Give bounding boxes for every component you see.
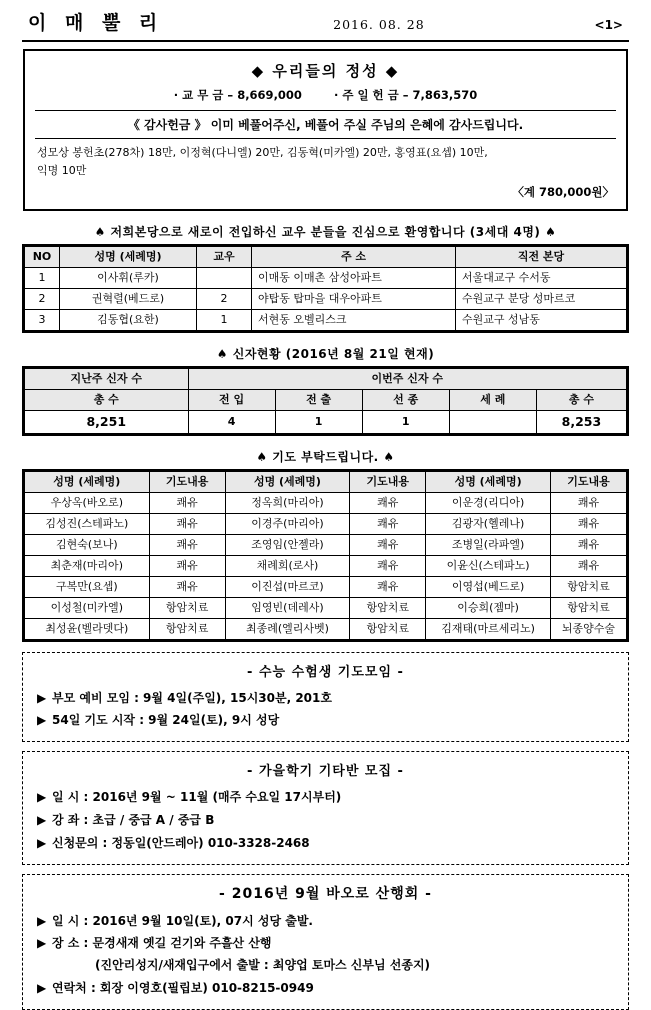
stats-sub-death: 선 종 xyxy=(362,389,449,410)
cell-intention: 쾌유 xyxy=(350,576,426,597)
cell-name: 이운경(리디아) xyxy=(426,492,551,513)
cell-address: 이매동 이매촌 삼성아파트 xyxy=(252,268,456,289)
col-no: NO xyxy=(25,247,60,268)
stats-value-baptism xyxy=(449,410,536,433)
cell-intention: 쾌유 xyxy=(550,555,626,576)
col-intention-1: 기도내용 xyxy=(149,472,225,493)
triangle-bullet-icon: ▶ xyxy=(37,835,47,850)
cell-parish: 수원교구 분당 성마르코 xyxy=(456,289,627,310)
col-name-2: 성명 (세례명) xyxy=(225,472,350,493)
new-members-heading: ♠ 저희본당으로 새로이 전입하신 교우 분들을 진심으로 환영합니다 (3세대 4명) ♠ xyxy=(94,225,557,240)
notice-item xyxy=(37,932,614,955)
cell-intention: 쾌유 xyxy=(149,513,225,534)
table-row xyxy=(25,576,627,597)
bulletin-date: 2016. 08. 28 xyxy=(333,17,425,32)
notice-hiking-club xyxy=(22,874,629,1010)
cell-name: 구복만(요셉) xyxy=(25,576,150,597)
stats-value-total: 8,253 xyxy=(536,410,626,433)
cell-intention: 쾌유 xyxy=(350,555,426,576)
col-intention-3: 기도내용 xyxy=(550,472,626,493)
notice-item xyxy=(37,786,614,809)
notice-item xyxy=(37,977,614,1000)
cell-gyowoo xyxy=(197,268,252,289)
cell-name: 권혁렬(베드로) xyxy=(60,289,197,310)
table-subheader-row xyxy=(25,389,627,410)
offering-amounts xyxy=(35,87,616,110)
cell-intention: 항암치료 xyxy=(149,597,225,618)
cell-intention: 항암치료 xyxy=(550,576,626,597)
cell-name: 최종례(엘리사벳) xyxy=(225,618,350,639)
col-name-3: 성명 (세례명) xyxy=(426,472,551,493)
table-row xyxy=(25,289,627,310)
table-row xyxy=(25,492,627,513)
triangle-bullet-icon: ▶ xyxy=(37,690,47,705)
notice-title: - 2016년 9월 바오로 산행회 - xyxy=(219,885,432,902)
offering-amount-1 xyxy=(174,87,302,103)
notice-item xyxy=(37,687,614,710)
offering-amount-1-value: 8,669,000 xyxy=(237,88,302,102)
prayer-table xyxy=(24,471,627,640)
offering-thanks-text: 《 감사헌금 》 이미 베풀어주신, 베풀어 주실 주님의 은혜에 감사드립니다. xyxy=(35,110,616,139)
table-row xyxy=(25,310,627,331)
col-name-1: 성명 (세례명) xyxy=(25,472,150,493)
table-header-row xyxy=(25,369,627,390)
table-row xyxy=(25,534,627,555)
offering-donor-line-1: 성모상 봉헌초(278차) 18만, 이정혁(다니엘) 20만, 김동혁(미카엘) 20만, 홍영표(요셉) 10만, xyxy=(37,146,488,159)
cell-intention: 항암치료 xyxy=(350,597,426,618)
stats-left-value: 8,251 xyxy=(25,410,189,433)
table-header-row xyxy=(25,247,627,268)
cell-intention: 쾌유 xyxy=(149,534,225,555)
cell-address: 야탑동 탑마을 대우아파트 xyxy=(252,289,456,310)
table-row xyxy=(25,268,627,289)
col-name: 성명 (세례명) xyxy=(60,247,197,268)
cell-intention: 쾌유 xyxy=(350,534,426,555)
notice-guitar-class xyxy=(22,751,629,864)
notice-item-text: 일 시 : 2016년 9월 10일(토), 07시 성당 출발. xyxy=(52,913,313,928)
table-row xyxy=(25,597,627,618)
cell-intention: 항암치료 xyxy=(350,618,426,639)
stats-value-death: 1 xyxy=(362,410,449,433)
offering-section xyxy=(24,50,627,210)
offering-donor-line-2: 익명 10만 xyxy=(37,164,87,178)
notice-title: - 수능 수험생 기도모임 - xyxy=(247,664,404,680)
new-members-table-wrap xyxy=(22,244,629,333)
offering-amount-2 xyxy=(334,87,477,103)
cell-intention: 쾌유 xyxy=(350,492,426,513)
cell-name: 이경주(마리아) xyxy=(225,513,350,534)
offering-amount-1-label: · 교 무 금 – xyxy=(173,88,234,102)
cell-name: 이사휘(루카) xyxy=(60,268,197,289)
cell-gyowoo: 2 xyxy=(197,289,252,310)
cell-intention: 쾌유 xyxy=(149,576,225,597)
cell-parish: 서울대교구 수서동 xyxy=(456,268,627,289)
cell-name: 조영임(안젤라) xyxy=(225,534,350,555)
notice-item xyxy=(37,809,614,832)
cell-name: 이성철(미카엘) xyxy=(25,597,150,618)
prayer-heading: ♠ 기도 부탁드립니다. ♠ xyxy=(256,450,395,465)
cell-intention: 쾌유 xyxy=(149,492,225,513)
notice-exam-prayer xyxy=(22,652,629,743)
cell-name: 이승희(젬마) xyxy=(426,597,551,618)
cell-intention: 쾌유 xyxy=(350,513,426,534)
cell-no: 1 xyxy=(25,268,60,289)
stats-right-header: 이번주 신자 수 xyxy=(188,369,626,390)
stats-sub-total: 총 수 xyxy=(536,389,626,410)
stats-sub-in: 전 입 xyxy=(188,389,275,410)
cell-no: 3 xyxy=(25,310,60,331)
triangle-bullet-icon: ▶ xyxy=(37,790,47,805)
stats-heading: ♠ 신자현황 (2016년 8월 21일 현재) xyxy=(216,347,435,362)
col-gyowoo: 교우 xyxy=(197,247,252,268)
cell-intention: 뇌종양수술 xyxy=(550,618,626,639)
prayer-table-wrap xyxy=(22,469,629,642)
stats-left-header: 지난주 신자 수 xyxy=(25,369,189,390)
page-number: <1> xyxy=(594,18,623,32)
notice-item-text: 장 소 : 문경새재 옛길 걷기와 주흘산 산행 xyxy=(52,936,272,951)
cell-name: 김동협(요한) xyxy=(60,310,197,331)
table-header-row xyxy=(25,472,627,493)
col-intention-2: 기도내용 xyxy=(350,472,426,493)
cell-name: 채례희(로사) xyxy=(225,555,350,576)
cell-name: 김현숙(보나) xyxy=(25,534,150,555)
cell-name: 조병일(라파엘) xyxy=(426,534,551,555)
triangle-bullet-icon: ▶ xyxy=(37,812,47,827)
masthead-divider xyxy=(22,40,629,42)
stats-sub-baptism: 세 례 xyxy=(449,389,536,410)
notice-item-text: 연락처 : 회장 이영호(필립보) 010-8215-0949 xyxy=(52,980,314,995)
cell-name: 우상옥(바오로) xyxy=(25,492,150,513)
cell-intention: 쾌유 xyxy=(149,555,225,576)
table-row xyxy=(25,618,627,639)
cell-intention: 쾌유 xyxy=(550,492,626,513)
stats-table xyxy=(24,368,627,434)
cell-intention: 항암치료 xyxy=(149,618,225,639)
triangle-bullet-icon: ▶ xyxy=(37,713,47,728)
cell-name: 최춘재(마리아) xyxy=(25,555,150,576)
offering-title: ◆ 우리들의 정성 ◆ xyxy=(251,62,400,80)
cell-intention: 항암치료 xyxy=(550,597,626,618)
cell-name: 김재태(마르세리노) xyxy=(426,618,551,639)
offering-amount-2-label: · 주 일 헌 금 – xyxy=(333,88,409,102)
cell-intention: 쾌유 xyxy=(550,534,626,555)
notice-item xyxy=(37,832,614,855)
cell-name: 최성윤(벨라뎃다) xyxy=(25,618,150,639)
notice-title: - 가을학기 기타반 모집 - xyxy=(247,764,404,780)
cell-name: 이영섭(베드로) xyxy=(426,576,551,597)
cell-parish: 수원교구 성남동 xyxy=(456,310,627,331)
notice-item-subtext: (진안리성지/새재입구에서 출발 : 최양업 토마스 신부님 선종지) xyxy=(95,958,431,973)
stats-left-sub: 총 수 xyxy=(25,389,189,410)
cell-name: 이진섭(마르코) xyxy=(225,576,350,597)
notice-item-text: 부모 예비 모임 : 9월 4일(주일), 15시30분, 201호 xyxy=(52,690,332,705)
masthead xyxy=(22,0,629,40)
cell-intention: 쾌유 xyxy=(550,513,626,534)
offering-total: 〈계 780,000원〉 xyxy=(512,185,614,200)
stats-table-wrap xyxy=(22,366,629,436)
cell-gyowoo: 1 xyxy=(197,310,252,331)
stats-sub-out: 전 출 xyxy=(275,389,362,410)
col-address: 주 소 xyxy=(252,247,456,268)
stats-value-in: 4 xyxy=(188,410,275,433)
offering-amount-2-value: 7,863,570 xyxy=(412,88,478,102)
notice-item-text: 54일 기도 시작 : 9월 24일(토), 9시 성당 xyxy=(52,713,280,728)
table-row xyxy=(25,410,627,433)
table-row xyxy=(25,555,627,576)
notice-item-text: 신청문의 : 정동일(안드레아) 010-3328-2468 xyxy=(52,835,310,850)
cell-name: 김광자(헬레나) xyxy=(426,513,551,534)
notice-item-text: 강 좌 : 초급 / 중급 A / 중급 B xyxy=(52,812,215,827)
cell-name: 김성진(스테파노) xyxy=(25,513,150,534)
notice-item xyxy=(37,709,614,732)
new-members-table xyxy=(24,246,627,331)
cell-name: 정옥희(마리아) xyxy=(225,492,350,513)
cell-name: 임영빈(데레사) xyxy=(225,597,350,618)
table-row xyxy=(25,513,627,534)
offering-donor-names xyxy=(35,139,616,182)
cell-no: 2 xyxy=(25,289,60,310)
col-previous-parish: 직전 본당 xyxy=(456,247,627,268)
triangle-bullet-icon: ▶ xyxy=(37,936,47,951)
bulletin-title: 이 매 뿔 리 xyxy=(28,12,164,34)
stats-value-out: 1 xyxy=(275,410,362,433)
triangle-bullet-icon: ▶ xyxy=(37,913,47,928)
notice-item xyxy=(37,910,614,933)
triangle-bullet-icon: ▶ xyxy=(37,980,47,995)
cell-address: 서현동 오벨리스크 xyxy=(252,310,456,331)
cell-name: 이윤신(스테파노) xyxy=(426,555,551,576)
notice-item-text: 일 시 : 2016년 9월 ~ 11월 (매주 수요일 17시부터) xyxy=(52,790,342,805)
